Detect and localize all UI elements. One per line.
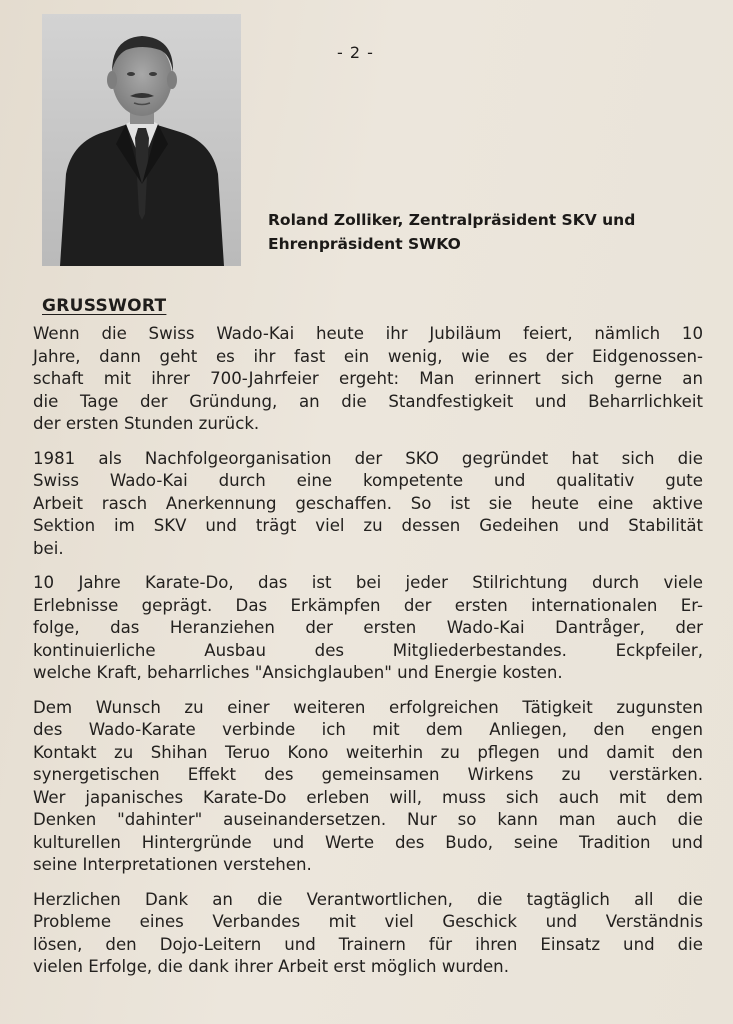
text-line: Kontakt zu Shihan Teruo Kono weiterhin zu pflegen und damit den — [33, 742, 703, 762]
paragraph — [33, 889, 703, 979]
text-line: Dem Wunsch zu einer weiteren erfolgreichen Tätigkeit zugunsten — [33, 697, 703, 717]
section-heading: GRUSSWORT — [42, 296, 167, 316]
text-line: Arbeit rasch Anerkennung geschaffen. So ist sie heute eine aktive — [33, 493, 703, 513]
text-line: welche Kraft, beharrliches "Ansichglauben" und Energie kosten. — [33, 663, 563, 682]
page-number: - 2 - — [337, 43, 374, 62]
text-line: Sektion im SKV und trägt viel zu dessen Gedeihen und Stabilität — [33, 516, 703, 535]
paragraph — [33, 323, 703, 436]
text-line: Wer japanisches Karate-Do erleben will, muss sich auch mit dem — [33, 787, 703, 807]
text-line: lösen, den Dojo-Leitern und Trainern für ihren Einsatz und die — [33, 934, 703, 954]
text-line: kulturellen Hintergründe und Werte des Budo, seine Tradition und — [33, 832, 703, 852]
text-line: 1981 als Nachfolgeorganisation der SKO gegründet hat sich die — [33, 448, 703, 468]
text-line: Erlebnisse geprägt. Das Erkämpfen der ersten internationalen Er- — [33, 595, 703, 615]
text-line: der ersten Stunden zurück. — [33, 414, 260, 433]
text-line: Denken "dahinter" auseinandersetzen. Nur so kann man auch die — [33, 810, 703, 829]
text-line: Herzlichen Dank an die Verantwortlichen, die tagtäglich all die — [33, 889, 703, 909]
caption-line-1: Roland Zolliker, Zentralpräsident SKV und — [268, 211, 636, 229]
caption-line-2: Ehrenpräsident SWKO — [268, 235, 461, 253]
text-line: 10 Jahre Karate-Do, das ist bei jeder Stilrichtung durch viele — [33, 573, 703, 592]
paragraph — [33, 572, 703, 685]
text-line: synergetischen Effekt des gemeinsamen Wirkens zu verstärken. — [33, 765, 703, 784]
portrait-illustration — [42, 14, 241, 266]
portrait-photo — [42, 14, 241, 266]
photo-caption — [268, 208, 635, 256]
text-line: Jahre, dann geht es ihr fast ein wenig, wie es der Eidgenossen- — [33, 346, 703, 366]
body-text — [33, 323, 703, 991]
text-line: vielen Erfolge, die dank ihrer Arbeit erst möglich wurden. — [33, 957, 509, 976]
text-line: die Tage der Gründung, an die Standfestigkeit und Beharrlichkeit — [33, 391, 703, 411]
text-line: Swiss Wado-Kai durch eine kompetente und qualitativ gute — [33, 471, 703, 490]
text-line: des Wado-Karate verbinde ich mit dem Anliegen, den engen — [33, 720, 703, 739]
paragraph — [33, 448, 703, 561]
text-line: folge, das Heranziehen der ersten Wado-Kai Dantråger, der — [33, 618, 703, 637]
text-line: kontinuierliche Ausbau des Mitgliederbestandes. Eckpfeiler, — [33, 640, 703, 660]
text-line: Probleme eines Verbandes mit viel Geschick und Verständnis — [33, 912, 703, 931]
text-line: Wenn die Swiss Wado-Kai heute ihr Jubiläum feiert, nämlich 10 — [33, 324, 703, 343]
paragraph — [33, 697, 703, 877]
text-line: seine Interpretationen verstehen. — [33, 855, 312, 874]
text-line: bei. — [33, 538, 64, 558]
text-line: schaft mit ihrer 700-Jahrfeier ergeht: Man erinnert sich gerne an — [33, 369, 703, 388]
